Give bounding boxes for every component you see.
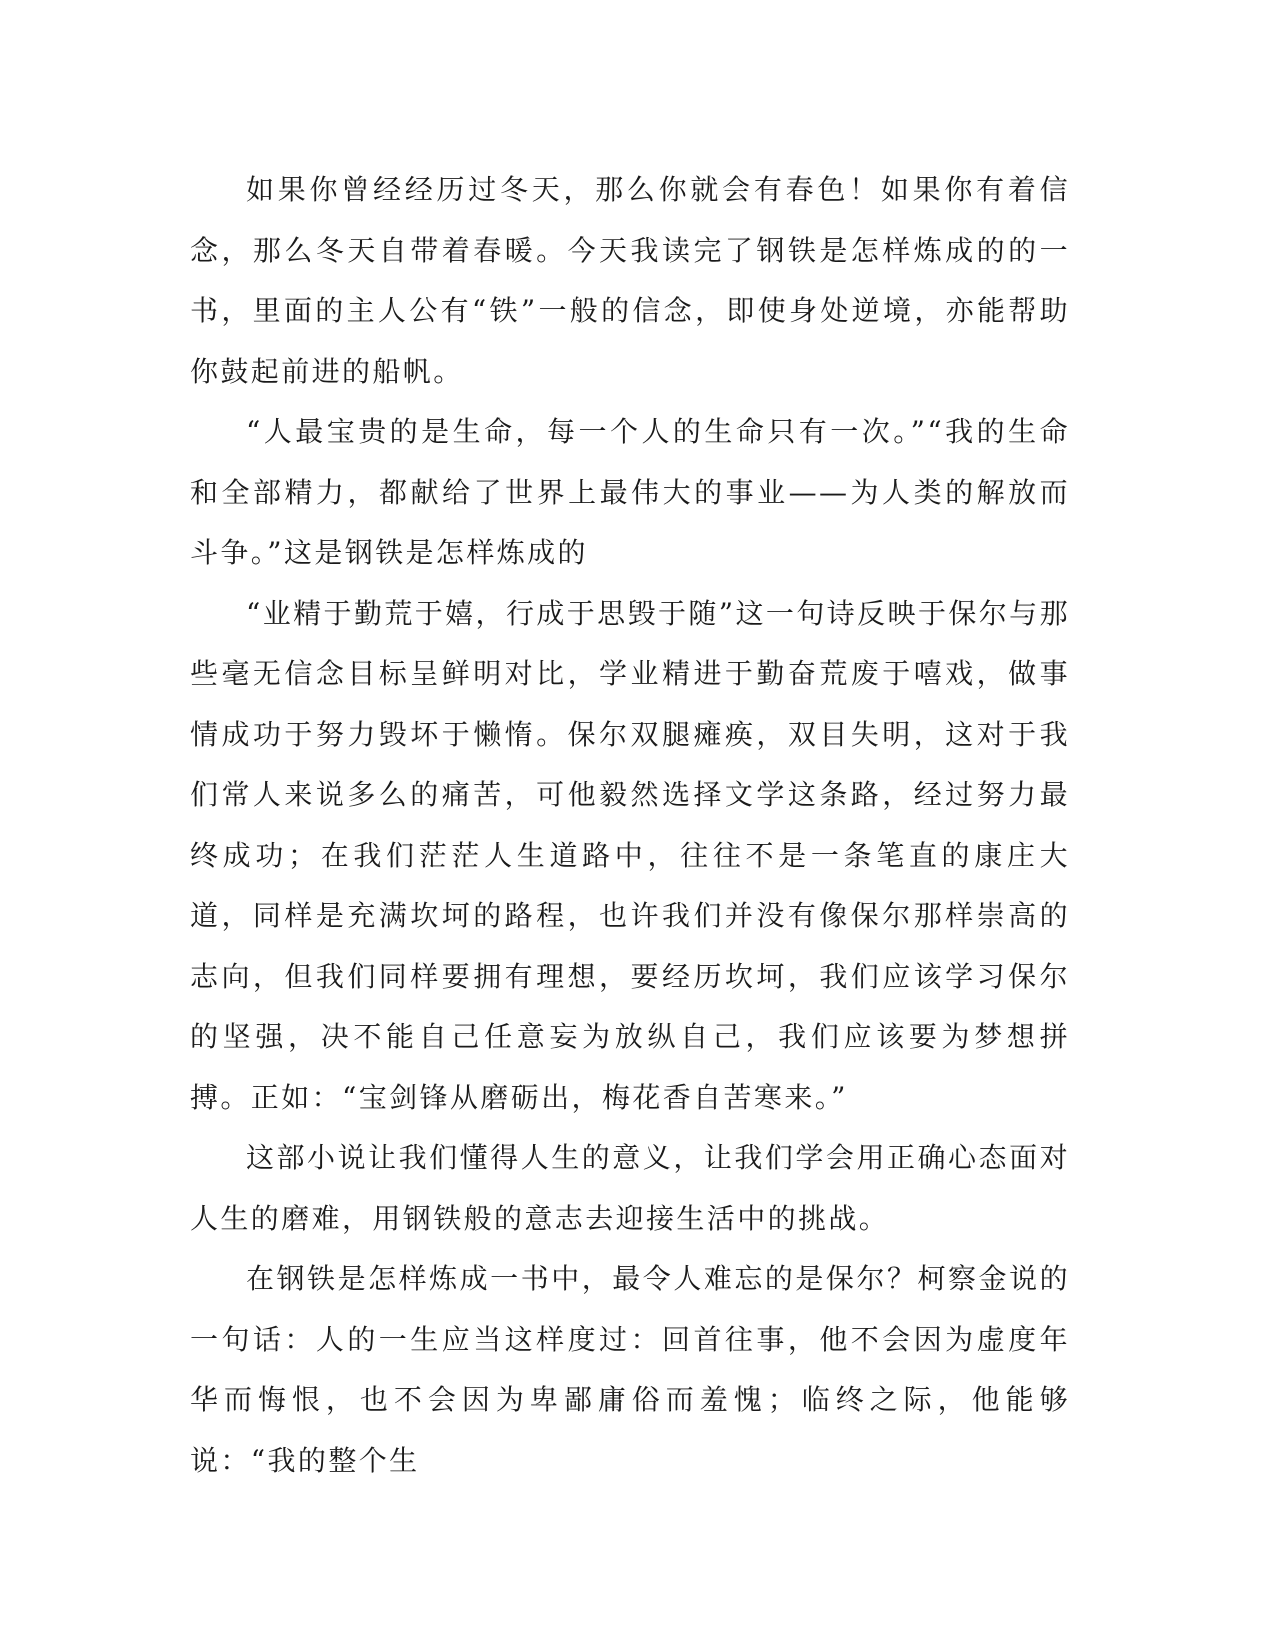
paragraph-1: 如果你曾经经历过冬天，那么你就会有春色！如果你有着信念，那么冬天自带着春暖。今天我读完了钢铁是怎样炼成的的一书，里面的主人公有“铁”一般的信念，即使身处逆境，亦能帮助你鼓起前进的船帆。 <box>190 173 1070 388</box>
document-body <box>190 160 1070 1491</box>
paragraph-3: “业精于勤荒于嬉，行成于思毁于随”这一句诗反映于保尔与那些毫无信念目标呈鲜明对比，学业精进于勤奋荒废于嘻戏，做事情成功于努力毁坏于懒惰。保尔双腿瘫痪，双目失明，这对于我们常人来说多么的痛苦，可他毅然选择文学这条路，经过努力最终成功；在我们茫茫人生道路中，往往不是一条笔直的康庄大道，同样是充满坎坷的路程，也许我们并没有像保尔那样崇高的志向，但我们同样要拥有理想，要经历坎坷，我们应该学习保尔的坚强，决不能自己任意妄为放纵自己，我们应该要为梦想拼搏。正如：“宝剑锋从磨砺出，梅花香自苦寒来。” <box>190 596 1070 1114</box>
paragraph-2: “人最宝贵的是生命，每一个人的生命只有一次。”“我的生命和全部精力，都献给了世界上最伟大的事业——为人类的解放而斗争。”这是钢铁是怎样炼成的 <box>190 415 1070 569</box>
paragraph-5: 在钢铁是怎样炼成一书中，最令人难忘的是保尔？柯察金说的一句话：人的一生应当这样度过：回首往事，他不会因为虚度年华而悔恨，也不会因为卑鄙庸俗而羞愧；临终之际，他能够说：“我的整个生 <box>190 1262 1070 1477</box>
paragraph-4: 这部小说让我们懂得人生的意义，让我们学会用正确心态面对人生的磨难，用钢铁般的意志去迎接生活中的挑战。 <box>190 1141 1070 1235</box>
